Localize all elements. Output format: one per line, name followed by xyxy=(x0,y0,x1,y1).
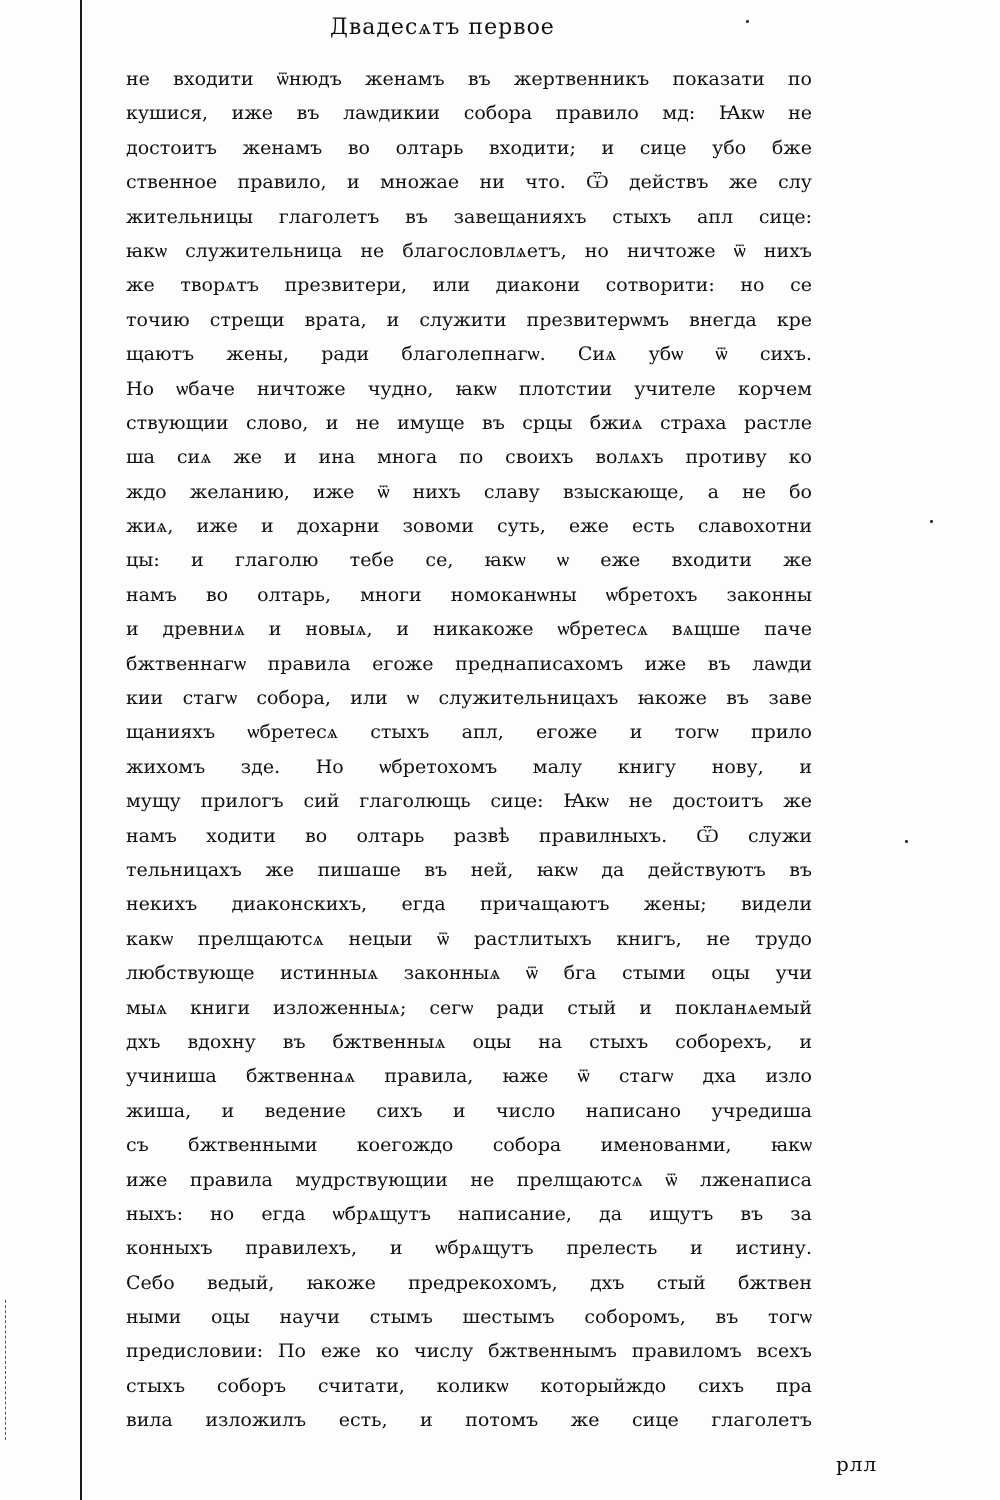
text-line: ными оцы научи стымъ шестымъ соборомъ, въ тогѡ xyxy=(126,1306,812,1329)
text-line: щанияхъ ѡбретесѧ стыхъ апл, егоже и тогѡ прило xyxy=(126,721,812,744)
margin-rule xyxy=(80,0,82,1500)
edge-rule xyxy=(5,1300,7,1440)
text-line: жиѧ, иже и дохарни зовоми суть, еже есть славохотни xyxy=(126,515,812,538)
scan-speck xyxy=(905,840,908,843)
text-line: достоитъ женамъ во олтарь входити; и сице убо бже xyxy=(126,136,812,159)
text-line: кушися, иже въ лаѡдикии собора правило мд: Ꙗкѡ не xyxy=(126,102,812,125)
text-line: ственное правило, и множае ни что. Ѿ действъ же слу xyxy=(126,171,812,194)
text-line: ждо желанию, иже ѿ нихъ славу взыскающе, а не бо xyxy=(126,480,812,503)
text-line: жихомъ зде. Но ѡбретохомъ малу книгу нову, и xyxy=(126,755,812,778)
page-header: Двадесѧтъ первое xyxy=(330,15,555,40)
text-line: же творѧтъ презвитери, или диакони сотворити: но се xyxy=(126,274,812,297)
text-line: намъ ходити во олтарь развѣ правилныхъ. Ѿ служи xyxy=(126,824,812,847)
text-line: и древниѧ и новыѧ, и никакоже ѡбретесѧ вѧщше паче xyxy=(126,618,812,641)
text-line: предисловии: По еже ко числу бжтвеннымъ правиломъ всехъ xyxy=(126,1340,812,1363)
text-line: конныхъ правилехъ, и ѡбрѧщутъ прелесть и истину. xyxy=(126,1237,812,1260)
page-number: рлл xyxy=(836,1452,878,1476)
text-line: кии стагѡ собора, или ѡ служительницахъ ꙗкоже въ заве xyxy=(126,687,812,710)
text-line: стыхъ соборъ считати, коликѡ которыйждо сихъ пра xyxy=(126,1374,812,1397)
text-line: жиша, и ведение сихъ и число написано учредиша xyxy=(126,1099,812,1122)
text-line: съ бжтвенными коегождо собора именованми, ꙗкѡ xyxy=(126,1134,812,1157)
text-line: некихъ диаконскихъ, егда причащаютъ жены; видели xyxy=(126,893,812,916)
text-line: мыѧ книги изложенныѧ; сегѡ ради стый и покланѧемый xyxy=(126,996,812,1019)
text-line: вила изложилъ есть, и потомъ же сице глаголетъ xyxy=(126,1409,812,1432)
text-line: намъ во олтарь, многи номоканѡны ѡбретохъ законны xyxy=(126,583,812,606)
scan-speck xyxy=(746,20,749,23)
text-line: какѡ прелщаютсѧ нецыи ѿ растлитыхъ книгъ, не трудо xyxy=(126,927,812,950)
text-body xyxy=(126,62,812,1438)
scan-speck xyxy=(930,520,933,523)
text-line: ствующии слово, и не имуще въ срцы бжиѧ страха растле xyxy=(126,411,812,434)
text-line: не входити ѿнюдъ женамъ въ жертвенникъ показати по xyxy=(126,68,812,90)
text-line: ша сиѧ же и ина многа по своихъ волѧхъ противу ко xyxy=(126,446,812,469)
text-line: жительницы глаголетъ въ завещанияхъ стыхъ апл сице: xyxy=(126,205,812,228)
text-line: бжтвеннагѡ правила егоже преднаписахомъ иже въ лаѡди xyxy=(126,652,812,675)
text-line: любствующе истинныѧ законныѧ ѿ бга стыми оцы учи xyxy=(126,962,812,985)
text-line: дхъ вдохну въ бжтвенныѧ оцы на стыхъ соборехъ, и xyxy=(126,1030,812,1053)
text-line: ꙗкѡ служительница не благословлѧетъ, но ничтоже ѿ нихъ xyxy=(126,239,812,262)
text-line: мущу прилогъ сий глаголющь сице: Ꙗкѡ не достоитъ же xyxy=(126,790,812,813)
text-line: иже правила мудрствующии не прелщаютсѧ ѿ лженаписа xyxy=(126,1168,812,1191)
text-line: тельницахъ же пишаше въ ней, ꙗкѡ да действуютъ въ xyxy=(126,858,812,881)
text-line: точию стрещи врата, и служити презвитерѡмъ внегда кре xyxy=(126,308,812,331)
text-line: цы: и глаголю тебе се, ꙗкѡ ѡ еже входити же xyxy=(126,549,812,572)
text-line: Себо ведый, ꙗкоже предрекохомъ, дхъ стый бжтвен xyxy=(126,1271,812,1294)
text-line: щаютъ жены, ради благолепнагѡ. Сиѧ убѡ ѿ сихъ. xyxy=(126,343,812,366)
text-line: ныхъ: но егда ѡбрѧщутъ написание, да ищутъ въ за xyxy=(126,1202,812,1225)
text-line: учиниша бжтвеннаѧ правила, ꙗже ѿ стагѡ дха изло xyxy=(126,1065,812,1088)
text-line: Но ѡбаче ничтоже чудно, ꙗкѡ плотстии учителе корчем xyxy=(126,377,812,400)
